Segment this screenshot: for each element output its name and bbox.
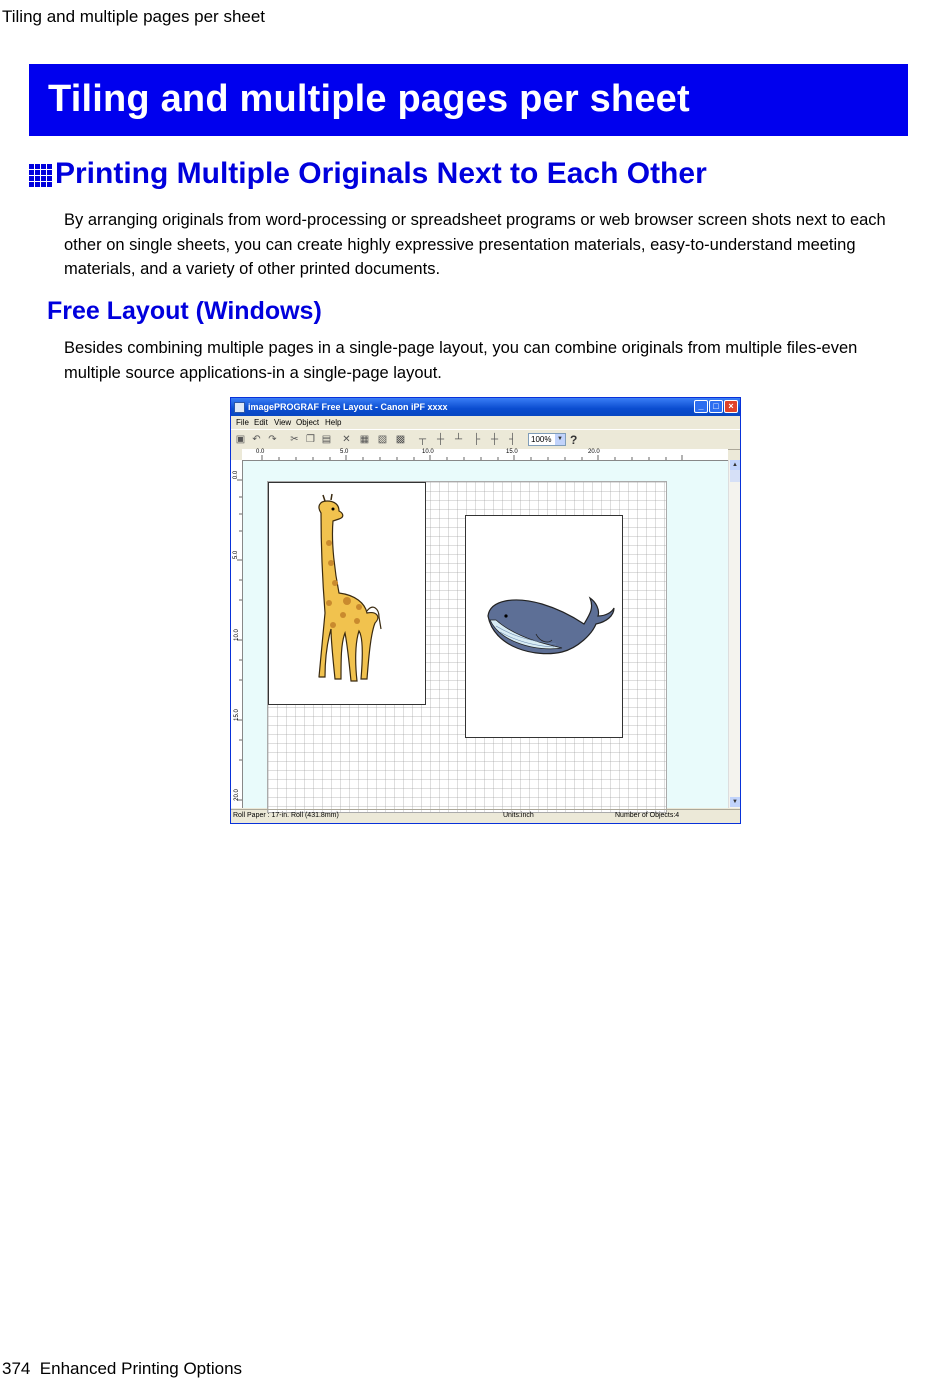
intro-paragraph: By arranging originals from word-processing or spreadsheet programs or web browser screen shots next to each other on single sheets, you can create highly expressive presentation materials, easy-to-understand meeting materials, and a variety of other printed documents.: [64, 211, 886, 278]
maximize-icon[interactable]: □: [709, 400, 723, 413]
app-titlebar: [231, 398, 740, 416]
cut-icon[interactable]: ✂: [290, 434, 299, 445]
sub-heading: Free Layout (Windows): [47, 297, 322, 325]
title-banner: [29, 64, 908, 136]
vruler-label: 15.0: [233, 709, 240, 721]
hruler-ticks: [242, 449, 728, 460]
giraffe-image: [269, 483, 425, 704]
undo-icon[interactable]: ↶: [252, 434, 261, 445]
app-title: imagePROGRAF Free Layout - Canon iPF xxxx: [248, 402, 448, 412]
layout-canvas[interactable]: [243, 461, 728, 808]
layout-page[interactable]: [267, 481, 667, 813]
vruler-label: 0.0: [233, 470, 240, 480]
copy-icon[interactable]: ❐: [306, 434, 315, 445]
vruler-label: 20.0: [233, 789, 240, 801]
menu-help[interactable]: Help: [325, 418, 342, 427]
redo-icon[interactable]: ↷: [268, 434, 277, 445]
app-statusbar: [231, 809, 740, 823]
delete-icon[interactable]: ✕: [342, 434, 351, 445]
send-back-icon[interactable]: ▧: [377, 434, 388, 445]
help-icon[interactable]: ?: [570, 433, 578, 447]
status-units: Units:inch: [503, 812, 534, 819]
print-icon[interactable]: ▣: [235, 434, 246, 445]
app-toolbar: [231, 429, 740, 450]
vertical-scrollbar[interactable]: [728, 460, 741, 808]
zoom-select[interactable]: [528, 433, 566, 446]
bring-front-icon[interactable]: ▦: [359, 434, 370, 445]
close-icon[interactable]: ×: [724, 400, 738, 413]
paste-icon[interactable]: ▤: [321, 434, 332, 445]
align-bottom-icon[interactable]: ┴: [454, 434, 463, 445]
arrange-icon[interactable]: ▩: [395, 434, 406, 445]
menu-view[interactable]: View: [274, 418, 292, 427]
menu-edit[interactable]: Edit: [254, 418, 268, 427]
sub-paragraph: Besides combining multiple pages in a single-page layout, you can combine originals from multiple files-even multiple source applications-in a single-page layout.: [64, 339, 858, 382]
scroll-thumb[interactable]: [730, 470, 740, 482]
ruler-corner: [231, 449, 242, 460]
section-heading-text: Printing Multiple Originals Next to Each Other: [55, 157, 707, 190]
status-paper: Roll Paper : 17-in. Roll (431.8mm): [233, 812, 339, 819]
chevron-up-icon[interactable]: ▲: [730, 460, 740, 470]
menu-file[interactable]: File: [236, 418, 249, 427]
chevron-down-icon[interactable]: ▼: [555, 434, 565, 445]
minimize-icon[interactable]: _: [694, 400, 708, 413]
align-right-icon[interactable]: ┤: [508, 434, 517, 445]
status-objects: Number of Objects:4: [615, 812, 680, 819]
vruler-label: 5.0: [233, 550, 240, 560]
align-middle-icon[interactable]: ┼: [436, 434, 445, 445]
running-header: Tiling and multiple pages per sheet: [2, 7, 266, 26]
page-footer: 374 Enhanced Printing Options: [2, 1359, 243, 1378]
original-whale[interactable]: [465, 515, 623, 738]
page-title: Tiling and multiple pages per sheet: [48, 78, 690, 120]
grid-icon: [29, 164, 52, 187]
zoom-value: 100%: [531, 435, 552, 444]
hruler-label: 0.0: [256, 449, 265, 455]
menu-object[interactable]: Object: [296, 418, 320, 427]
hruler-label: 10.0: [422, 449, 434, 455]
hruler-label: 15.0: [506, 449, 518, 455]
align-top-icon[interactable]: ┬: [418, 434, 427, 445]
section-heading: [29, 157, 707, 191]
app-menubar: [231, 416, 740, 429]
whale-image: [466, 516, 622, 737]
chevron-down-icon[interactable]: ▼: [730, 797, 740, 807]
hruler-label: 20.0: [588, 449, 600, 455]
align-center-icon[interactable]: ┼: [490, 434, 499, 445]
app-icon: [234, 402, 245, 413]
hruler-label: 5.0: [340, 449, 349, 455]
original-giraffe[interactable]: [268, 482, 426, 705]
horizontal-ruler: [242, 449, 728, 461]
vertical-ruler: [231, 460, 243, 808]
app-screenshot-window: [230, 397, 741, 824]
align-left-icon[interactable]: ├: [472, 434, 481, 445]
vruler-label: 10.0: [233, 629, 240, 641]
